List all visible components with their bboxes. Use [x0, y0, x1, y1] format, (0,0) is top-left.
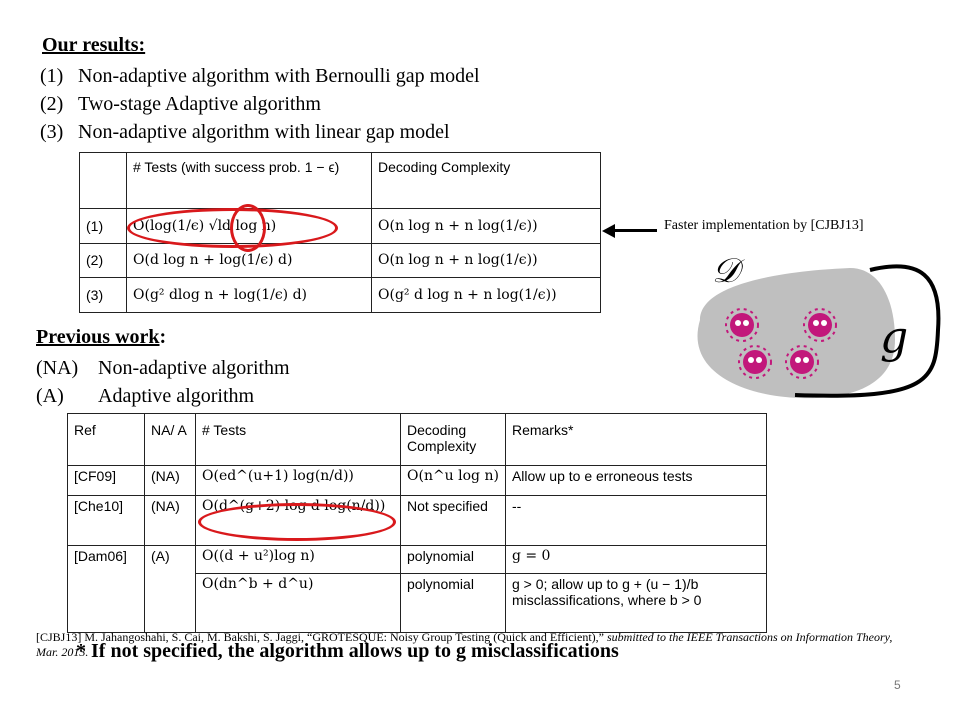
table-row — [68, 466, 767, 496]
tests-cell: O(log(1/ϵ) √ld log n) — [127, 209, 372, 244]
remarks-cell: -- — [505, 496, 766, 546]
tests-cell: O((d + u²)log n) — [196, 546, 401, 574]
table-row — [80, 243, 601, 278]
item-number: (A) — [36, 385, 64, 407]
results-heading: Our results: — [42, 34, 146, 56]
type-cell: (NA) — [145, 466, 196, 496]
item-number: (2) — [40, 93, 64, 115]
ref-cell: [CF09] — [68, 466, 145, 496]
faster-implementation-note: Faster implementation by [CJBJ13] — [664, 218, 864, 233]
set-label: 𝒟 — [712, 251, 740, 291]
table-header-row — [80, 153, 601, 209]
list-item — [40, 118, 480, 146]
previous-work-table — [67, 413, 767, 633]
arrow-shaft — [613, 229, 657, 232]
row-label: (2) — [80, 243, 127, 278]
table-row — [80, 278, 601, 313]
type-cell: (A) — [145, 546, 196, 633]
table-header: Ref — [68, 414, 145, 466]
previous-work-title: Previous work — [36, 326, 160, 348]
list-item — [40, 62, 480, 90]
item-text: Non-adaptive algorithm with Bernoulli gap model — [78, 65, 480, 87]
complexity-cell: O(g² d log n + n log(1/ϵ)) — [372, 278, 601, 313]
highlight-circle-sqrt — [230, 204, 266, 252]
remarks-cell: Allow up to e erroneous tests — [505, 466, 766, 496]
tests-cell: O(g² dlog n + log(1/ϵ) d) — [127, 278, 372, 313]
remarks-cell: g = 0 — [505, 546, 766, 574]
reference-text: [CJBJ13] M. Jahangoshahi, S. Cai, M. Bakshi, S. Jaggi, “GROTESQUE: Noisy Group Testing (Quick and Efficient),” — [36, 630, 605, 644]
previous-work-heading — [36, 326, 166, 349]
previous-work-list — [36, 354, 290, 410]
list-item — [36, 382, 290, 410]
complexity-cell: polynomial — [401, 546, 506, 574]
ref-cell: [Dam06] — [68, 546, 145, 633]
item-text: Adaptive algorithm — [98, 385, 255, 407]
results-list — [40, 62, 480, 146]
complexity-cell: O(n log n + n log(1/ϵ)) — [372, 209, 601, 244]
reference-venue: submitted to the IEEE Transactions on Information Theory, Mar. 2013. — [36, 630, 893, 659]
table-header — [80, 153, 127, 209]
footnote: * If not specified, the algorithm allows up to g misclassifications — [76, 640, 619, 662]
page-number: 5 — [894, 678, 901, 692]
remarks-cell: g > 0; allow up to g + (u − 1)/b misclassifications, where b > 0 — [505, 574, 766, 633]
virus-set-illustration — [680, 250, 945, 410]
list-item — [40, 90, 480, 118]
ref-cell: [Che10] — [68, 496, 145, 546]
item-text: Two-stage Adaptive algorithm — [78, 93, 321, 115]
table-row — [68, 496, 767, 546]
previous-work-colon: : — [159, 326, 167, 348]
gap-label: g — [880, 312, 909, 363]
row-label: (1) — [80, 209, 127, 244]
complexity-cell: Not specified — [401, 496, 506, 546]
tests-cell: O(dn^b + d^u) — [196, 574, 401, 633]
list-item — [36, 354, 290, 382]
table-header: Decoding Complexity — [372, 153, 601, 209]
complexity-cell: O(n^u log n) — [401, 466, 506, 496]
highlight-circle-che10 — [198, 503, 396, 541]
tests-cell: O(d^(g+2) log d log(n/d)) — [196, 496, 401, 546]
table-header: # Tests — [196, 414, 401, 466]
type-cell: (NA) — [145, 496, 196, 546]
table-header: Remarks* — [505, 414, 766, 466]
item-number: (3) — [40, 121, 64, 143]
tests-cell: O(d log n + log(1/ϵ) d) — [127, 243, 372, 278]
table-header: Decoding Complexity — [401, 414, 506, 466]
complexity-cell: O(n log n + n log(1/ϵ)) — [372, 243, 601, 278]
complexity-cell: polynomial — [401, 574, 506, 633]
table-header-row — [68, 414, 767, 466]
item-text: Non-adaptive algorithm — [98, 357, 290, 379]
table-row — [68, 546, 767, 574]
tests-cell: O(ed^(u+1) log(n/d)) — [196, 466, 401, 496]
table-header: # Tests (with success prob. 1 − ϵ) — [127, 153, 372, 209]
item-text: Non-adaptive algorithm with linear gap model — [78, 121, 450, 143]
item-number: (1) — [40, 65, 64, 87]
row-label: (3) — [80, 278, 127, 313]
table-header: NA/ A — [145, 414, 196, 466]
item-number: (NA) — [36, 357, 79, 379]
